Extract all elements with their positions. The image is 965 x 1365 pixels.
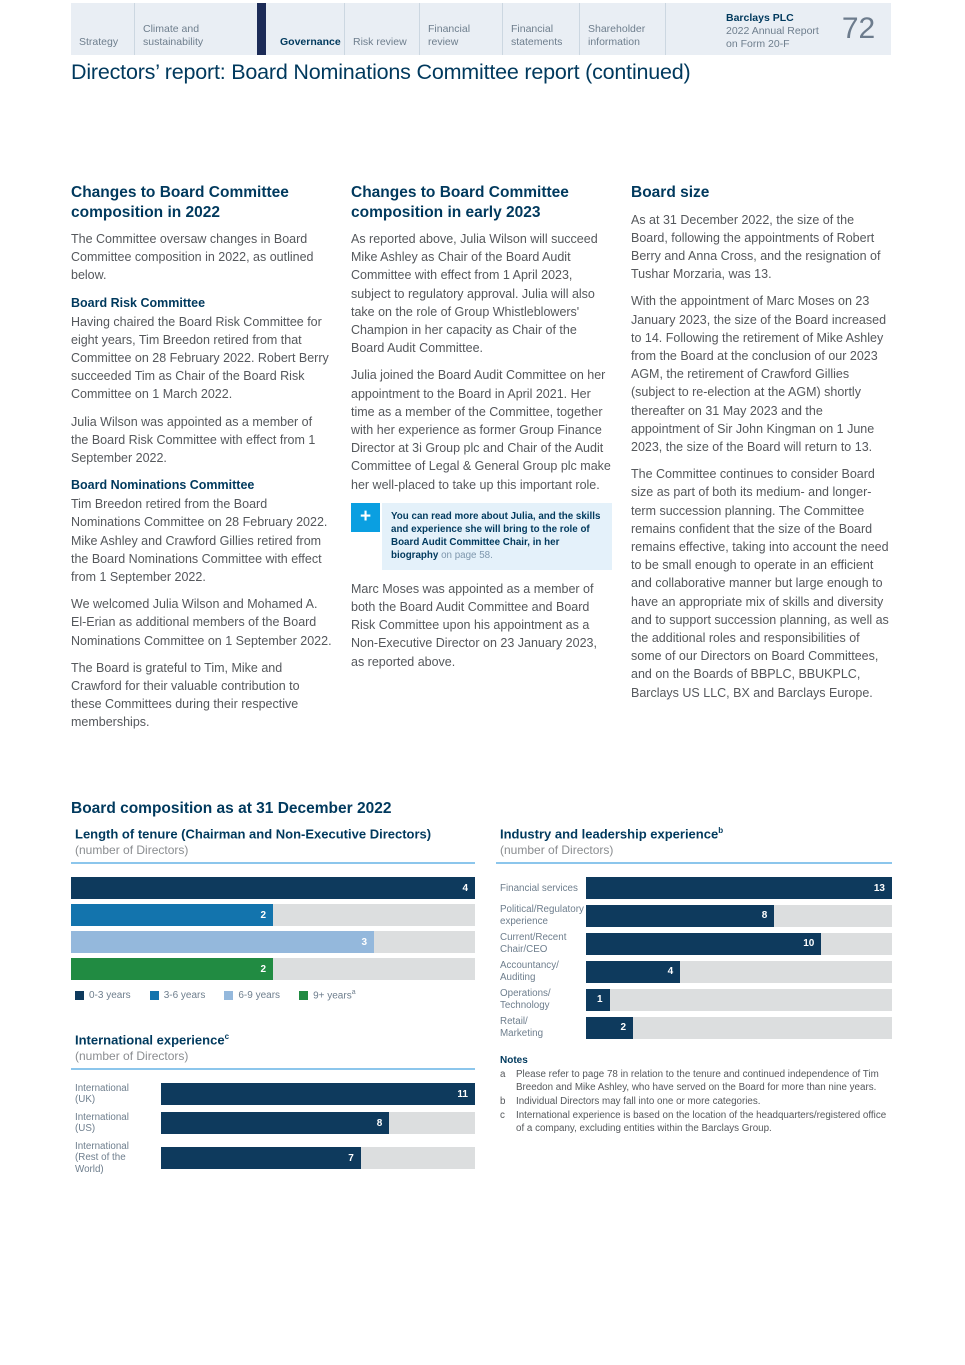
- chart-rule: [71, 862, 475, 864]
- paragraph: We welcomed Julia Wilson and Mohamed A. El-Erian as additional members of the Board Nominations Committee on 1 September 2022.: [71, 597, 332, 648]
- note-item: [500, 1069, 892, 1095]
- chart-rule: [496, 862, 892, 864]
- paragraph: Tim Breedon retired from the Board Nominations Committee on 28 February 2022. Mike Ashley and Crawford Gillies retired from the Board Nominations Committee with effect from 1 September 2022.: [71, 497, 328, 585]
- tab-strategy[interactable]: [71, 3, 135, 55]
- board-composition-section-title: Board composition as at 31 December 2022: [71, 800, 392, 817]
- bar-category-label: Retail/ Marketing: [500, 1016, 544, 1039]
- paragraph: Julia joined the Board Audit Committee on her appointment to the Board in April 2021. Her time as a member of the Committee, together with her experience as former Group Finance Director at 3i Group plc and Chair of the Audit Committee of Legal & General Group plc make her well-placed to take up this important role.: [351, 368, 611, 492]
- bar-fill: [161, 1112, 389, 1134]
- international-experience-chart: [71, 1032, 475, 1176]
- bar-track: [71, 958, 475, 980]
- column-changes-early-2023: [351, 183, 612, 680]
- bar-value: 8: [376, 1117, 383, 1129]
- legend-swatch: [75, 991, 84, 1000]
- page-title: Directors’ report: Board Nominations Committee report (continued): [71, 60, 691, 84]
- bar-track: [161, 1147, 475, 1169]
- bar-track: [586, 905, 892, 927]
- bar-row: [496, 960, 892, 983]
- paragraph: The Board is grateful to Tim, Mike and Crawford for their valuable contribution to these Committees during their respective memberships.: [71, 660, 300, 730]
- bar-fill: [586, 905, 774, 927]
- bar-track: [586, 961, 892, 983]
- charts-left-column: [71, 826, 475, 1175]
- legend-label: 0-3 years: [89, 989, 131, 1001]
- cross-reference-callout[interactable]: [351, 503, 612, 570]
- brand-report-name: 2022 Annual Report: [726, 25, 819, 37]
- bar-category-label: Operations/ Technology: [500, 988, 551, 1011]
- bar-category-label: Accountancy/ Auditing: [500, 960, 559, 983]
- tenure-legend: [71, 989, 475, 1001]
- callout-text: [382, 503, 612, 570]
- tab-label: Governance: [280, 35, 341, 48]
- paragraph: Marc Moses was appointed as a member of both the Board Audit Committee and Board Risk Committee upon his appointment as a Non-Executive Director on 23 January 2023, as reported above.: [351, 581, 597, 669]
- note-letter: c: [500, 1109, 505, 1121]
- paragraph: The Committee oversaw changes in Board Committee composition in 2022, as outlined below.: [71, 232, 314, 283]
- bar-value: 4: [462, 882, 468, 894]
- bar-row: [496, 877, 892, 899]
- tab-financial-review[interactable]: [420, 3, 503, 55]
- chart-title: Length of tenure (Chairman and Non-Executive Directors): [75, 826, 432, 842]
- plus-icon: +: [351, 503, 380, 532]
- industry-experience-chart: [496, 826, 892, 1039]
- paragraph: Having chaired the Board Risk Committee for eight years, Tim Breedon retired from that Committee on 28 February 2022. Robert Berry succeeded Tim as Chair of the Board Risk Committee on 1 March 2022.: [71, 314, 329, 402]
- legend-item: [75, 989, 131, 1001]
- tab-label: Risk review: [353, 35, 407, 48]
- bar-track: [586, 877, 892, 899]
- header-spacer: [666, 3, 726, 55]
- legend-label: 3-6 years: [163, 989, 206, 1001]
- bar-value: 10: [803, 938, 815, 950]
- bar-value: 4: [667, 966, 674, 978]
- bar-category-label: International (UK): [75, 1082, 129, 1106]
- bar-category-label: Political/Regulatory experience: [500, 904, 584, 927]
- paragraph: Julia Wilson was appointed as a member of the Board Risk Committee with effect from 1 September 2022.: [71, 414, 316, 466]
- bar-row: [496, 932, 892, 955]
- tenure-bars: [71, 877, 475, 980]
- column-changes-2022: [71, 183, 332, 741]
- page-number: 72: [841, 12, 876, 45]
- bar-track: [71, 931, 475, 953]
- column-heading: Board size: [631, 184, 710, 201]
- callout-page-reference: on page 58.: [438, 549, 493, 561]
- legend-item: [224, 989, 280, 1001]
- subheading-board-risk-committee: Board Risk Committee: [71, 295, 206, 310]
- tab-label: Financial review: [428, 23, 471, 48]
- bar-track: [586, 933, 892, 955]
- subheading-board-nominations-committee: Board Nominations Committee: [71, 478, 255, 493]
- bar-row: [71, 958, 475, 980]
- legend-label: 6-9 years: [238, 989, 281, 1001]
- chart-title: Industry and leadership experience$^b$: [500, 826, 724, 842]
- bar-row: [496, 1016, 892, 1039]
- bar-value: 2: [260, 963, 266, 975]
- paragraph: With the appointment of Marc Moses on 23 January 2023, the size of the Board increased to 14. Following the retirement of Mike Ashley from the Board at the conclusion of our 2023 AGM, the retirement of Crawford Gillies (subject to re-election at the AGM) shortly thereafter on 31 May 2023 and the appointment of Sir John Kingman on 1 June 2023, the size of the Board will return to 13.: [631, 294, 887, 454]
- callout-bold-text: You can read more about Julia, and the skills and experience she will bring to the role of Board Audit Committee Chair, in her biography: [391, 510, 601, 561]
- brand-company: Barclays PLC: [726, 12, 794, 24]
- bar-fill: [586, 933, 821, 955]
- bar-value: 3: [361, 936, 367, 948]
- tab-label: Climate and sustainability: [143, 23, 204, 48]
- notes-block: [496, 1055, 892, 1135]
- bar-row: [71, 1112, 475, 1135]
- note-text: International experience is based on the location of the headquarters/registered office of a company, excluding entities within the Barclays Group.: [516, 1109, 887, 1134]
- note-item: [500, 1110, 892, 1136]
- bar-row: [496, 988, 892, 1011]
- bar-row: [496, 904, 892, 927]
- bar-category-label: International (US): [75, 1111, 129, 1135]
- bar-row: [71, 904, 475, 926]
- column-heading: Changes to Board Committee composition in early 2023: [351, 184, 569, 221]
- note-letter: b: [500, 1095, 506, 1107]
- paragraph: As reported above, Julia Wilson will succeed Mike Ashley as Chair of the Board Audit Committee with effect from 1 April 2023, subject to regulatory approval. Julia will also take on the role of Group Whistleblowers' Champion in her capacity as Chair of the Board Audit Committee.: [351, 232, 598, 356]
- tab-governance[interactable]: [257, 3, 345, 55]
- bar-fill: [71, 931, 374, 953]
- chart-subtitle: (number of Directors): [500, 843, 614, 858]
- bar-track: [161, 1112, 475, 1134]
- column-board-size: [631, 183, 892, 711]
- active-tab-indicator: [257, 3, 266, 55]
- bar-track: [71, 877, 475, 899]
- international-bars: [71, 1083, 475, 1176]
- chart-subtitle: (number of Directors): [75, 1048, 189, 1063]
- bar-value: 11: [457, 1088, 468, 1100]
- tab-climate-and-sustainability[interactable]: [135, 3, 257, 55]
- report-brand-block: [726, 3, 826, 55]
- chart-title: International experience$^c$: [75, 1031, 230, 1047]
- tab-shareholder-information[interactable]: [580, 3, 666, 55]
- bar-row: [71, 931, 475, 953]
- notes-title: Notes: [500, 1055, 528, 1067]
- tenure-chart: [71, 826, 475, 1002]
- tab-financial-statements[interactable]: [503, 3, 580, 55]
- bar-fill: [71, 877, 475, 899]
- legend-swatch: [299, 991, 308, 1000]
- legend-item: [299, 989, 356, 1001]
- brand-form: on Form 20-F: [726, 38, 790, 50]
- bar-fill: [586, 877, 892, 899]
- legend-swatch: [150, 991, 159, 1000]
- chart-subtitle: (number of Directors): [75, 843, 189, 858]
- legend-label: 9+ years$^a$: [313, 989, 356, 1002]
- bar-row: [71, 1141, 475, 1176]
- bar-category-label: Current/Recent Chair/CEO: [500, 932, 567, 955]
- bar-fill: [71, 904, 273, 926]
- tab-label: Financial statements: [511, 23, 563, 48]
- bar-track: [71, 904, 475, 926]
- bar-value: 2: [620, 1022, 627, 1034]
- tab-risk-review[interactable]: [345, 3, 420, 55]
- charts-right-column: [496, 826, 892, 1136]
- bar-value: 7: [348, 1152, 354, 1164]
- note-letter: a: [500, 1069, 506, 1081]
- bar-fill: [586, 961, 680, 983]
- tab-label: Strategy: [79, 35, 119, 48]
- chart-rule: [71, 1068, 475, 1070]
- bar-row: [71, 1083, 475, 1106]
- bar-fill: [161, 1147, 361, 1169]
- paragraph: The Committee continues to consider Board size as part of both its medium- and longer-term succession planning. The Committee remains confident that the size of the Board remains effective, taking into account the need to be small enough to operate in an efficient and collaborative manner but large enough to have an appropriate mix of skills and diversity and to support succession planning, as well as the additional roles and responsibilities of some of our Directors on Board Committees, and on the Boards of BBPLC, BBUKPLC, Barclays US LLC, BX and Barclays Europe.: [631, 467, 889, 700]
- bar-category-label: International (Rest of the World): [75, 1140, 129, 1175]
- bar-track: [586, 989, 892, 1011]
- bar-fill: [161, 1083, 475, 1105]
- report-section-nav: [71, 3, 891, 55]
- bar-track: [161, 1083, 475, 1105]
- bar-fill: [71, 958, 273, 980]
- paragraph: As at 31 December 2022, the size of the Board, following the appointments of Robert Berry and Anna Cross, and the resignation of Tushar Morzaria, was 13.: [631, 212, 881, 282]
- note-item: [500, 1096, 892, 1109]
- bar-value: 1: [596, 994, 603, 1006]
- note-text: Individual Directors may fall into one or more categories.: [516, 1095, 761, 1107]
- column-heading: Changes to Board Committee composition in 2022: [71, 184, 289, 221]
- legend-item: [150, 989, 206, 1001]
- industry-bars: [496, 877, 892, 1039]
- bar-row: [71, 877, 475, 899]
- tab-label: Shareholder information: [588, 23, 646, 48]
- note-text: Please refer to page 78 in relation to the tenure and continued independence of Tim Breedon and Mike Ashley, who have served on the Board for more than nine years.: [516, 1069, 879, 1094]
- bar-value: 8: [761, 910, 768, 922]
- bar-track: [586, 1017, 892, 1039]
- bar-value: 2: [260, 909, 266, 921]
- bar-category-label: Financial services: [500, 882, 578, 894]
- bar-fill: [586, 989, 610, 1011]
- legend-swatch: [224, 991, 233, 1000]
- bar-value: 13: [873, 882, 885, 894]
- bar-fill: [586, 1017, 633, 1039]
